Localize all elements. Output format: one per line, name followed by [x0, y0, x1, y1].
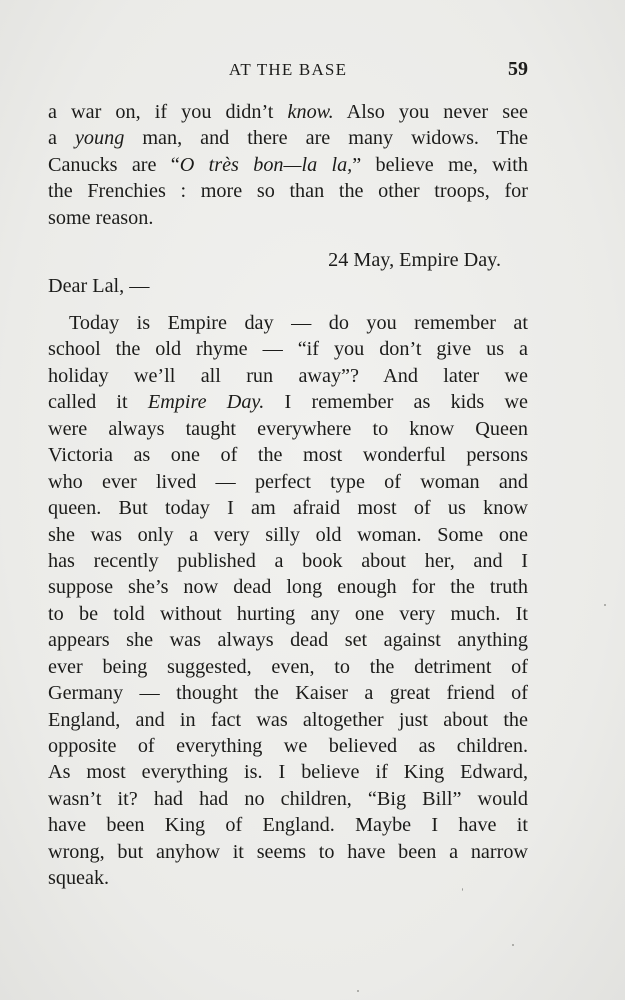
text-line: As most everything is. I believe if King Edward, [48, 761, 528, 784]
text-line: squeak. [48, 867, 110, 890]
text-line: a war on, if you didn’t know. Also you never see [48, 101, 528, 123]
text-line: school the old rhyme — “if you don’t give us a [48, 338, 528, 361]
continuation-paragraph [48, 99, 528, 231]
running-head [48, 58, 528, 86]
text-line: who ever lived — perfect type of woman and [48, 470, 528, 493]
text-line: were always taught everywhere to know Queen [48, 417, 528, 440]
text-line: queen. But today I am afraid most of us know [48, 497, 528, 520]
text-line: Germany — thought the Kaiser a great friend of [48, 682, 528, 705]
paper-speck [604, 604, 606, 606]
text-line: some reason. [48, 206, 154, 229]
text-line: have been King of England. Maybe I have it [48, 814, 528, 837]
italic-text: young [74, 127, 125, 150]
text-line: a young man, and there are many widows. The [48, 127, 528, 150]
page-number: 59 [508, 58, 528, 80]
continuation-text [48, 99, 528, 231]
letter-body [48, 310, 528, 892]
italic-text: know. [287, 101, 334, 123]
italic-text: Empire Day. [147, 391, 265, 414]
text-line: Today is Empire day — do you remember at [69, 312, 528, 334]
text-line: wrong, but anyhow it seems to have been a narrow [48, 840, 528, 863]
text-line: England, and in fact was altogether just about the [48, 708, 528, 731]
text-line: Victoria as one of the most wonderful persons [48, 444, 528, 467]
text-line: the Frenchies : more so than the other troops, for [48, 180, 528, 203]
running-title: AT THE BASE [228, 60, 348, 79]
text-line: to be told without hurting any one very much. It [48, 602, 528, 625]
text-line: appears she was always dead set against anything [48, 629, 528, 652]
text-line: wasn’t it? had had no children, “Big Bill” would [48, 787, 528, 810]
text-line: suppose she’s now dead long enough for the truth [48, 576, 528, 599]
text-line: holiday we’ll all run away”? And later we [48, 364, 528, 387]
text-line: opposite of everything we believed as children. [48, 735, 528, 757]
text-line: called it Empire Day. I remember as kids we [48, 391, 528, 414]
letter-salutation: Dear Lal, — [48, 275, 150, 297]
letter-dateline: 24 May, Empire Day. [328, 249, 501, 271]
paper-speck [357, 990, 359, 992]
text-line: she was only a very silly old woman. Some one [48, 523, 528, 546]
paper-speck [462, 888, 463, 891]
paper-speck [512, 944, 514, 946]
text-line: ever being suggested, even, to the detriment of [48, 655, 528, 678]
italic-text: O très bon—la la, [179, 153, 353, 176]
text-line: Canucks are “O très bon—la la,” believe me, with [48, 153, 528, 176]
text-line: has recently published a book about her, and I [48, 549, 528, 572]
